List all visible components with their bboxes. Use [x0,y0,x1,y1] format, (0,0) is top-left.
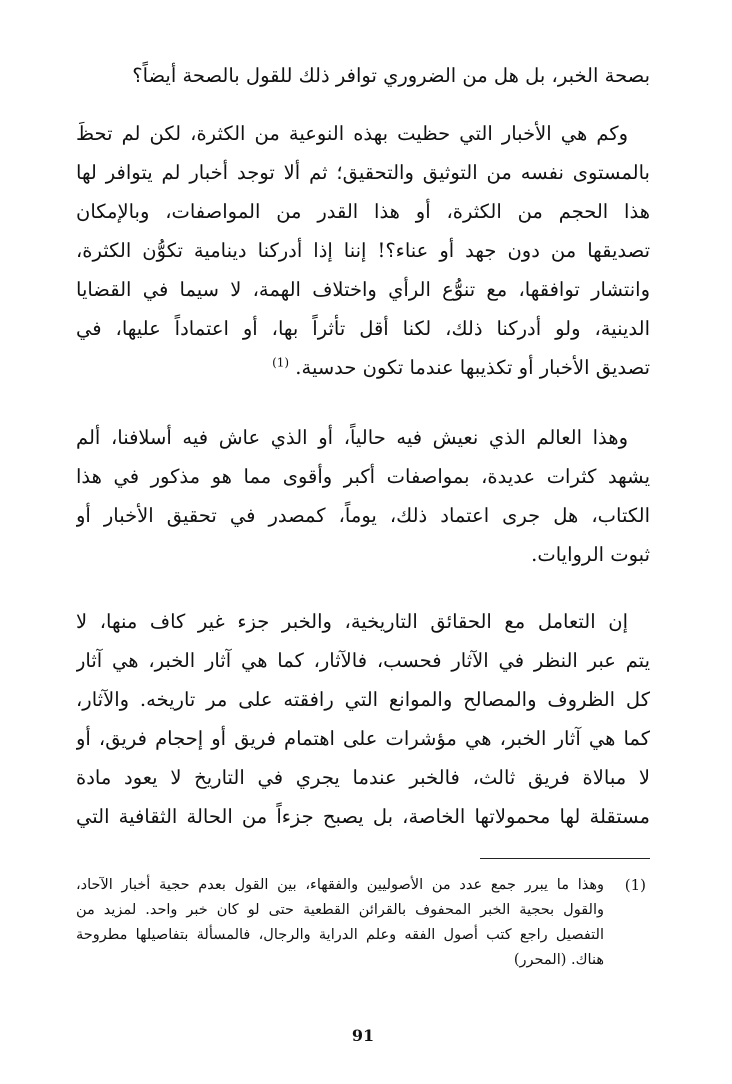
text-line: وهذا العالم الذي نعيش فيه حالياً، أو الذي عاش فيه أسلافنا، ألم [76,426,628,449]
text-line: وكم هي الأخبار التي حظيت بهذه النوعية من الكثرة، لكن لم تحظَ [76,122,628,145]
page-number: 91 [351,1026,375,1045]
text-line: كما هي آثار الخبر، هي مؤشرات على اهتمام فريق أو إحجام فريق، أو [76,727,650,750]
footnote-line: وهذا ما يبرر جمع عدد من الأصوليين والفقهاء، بين القول بعدم حجية أخبار الآحاد، [76,877,604,893]
text-line: لا مبالاة فريق ثالث، فالخبر عندما يجري في التاريخ لا يعود مادة [76,766,650,789]
text-line: وانتشار توافقها، مع تنوُّع الرأي واختلاف الهمة، لا سيما في القضايا [76,278,650,301]
text-line: يتم عبر النظر في الآثار فحسب، فالآثار، كما هي آثار الخبر، هي آثار [76,649,650,672]
text-line: تصديق الأخبار أو تكذيبها عندما تكون حدسية. [295,356,650,379]
text-line: بصحة الخبر، بل هل من الضروري توافر ذلك للقول بالصحة أيضاً؟ [132,64,650,87]
footnote-line: والقول بحجية الخبر المحفوف بالقرائن القطعية حتى لو كان خبر واحد. لمزيد من [76,902,604,918]
text-line-with-reference [76,348,650,387]
text-line: مستقلة لها محمولاتها الخاصة، بل يصبح جزءاً من الحالة الثقافية التي [76,805,650,828]
text-line: هذا الحجم من الكثرة، أو هذا القدر من المواصفات، وبالإمكان [76,200,650,223]
text-line: كل الظروف والمصالح والموانع التي رافقته على مر تاريخه. والآثار، [76,688,650,711]
text-line: ثبوت الروايات. [531,543,650,566]
paragraph-3 [76,418,650,574]
paragraph-4 [76,602,650,836]
footnote-line: التفصيل راجع كتب أصول الفقه وعلم الدراية والرجال، فالمسألة بتفاصيلها مطروحة [76,927,604,943]
book-page [76,0,650,1084]
footnote-reference[interactable]: (1) [272,355,290,370]
text-line: تصديقها من دون جهد أو عناء؟! إننا إذا أدركنا دينامية تكوُّن الكثرة، [76,239,650,262]
paragraph-2 [76,114,650,387]
footnote-marker: (1) [624,876,646,894]
footnote-line: هناك. (المحرر) [513,952,604,968]
paragraph-1 [76,56,650,95]
footnote-separator [480,858,650,859]
text-line: الكتاب، هل جرى اعتماد ذلك، يوماً، كمصدر في تحقيق الأخبار أو [76,504,650,527]
text-line: يشهد كثرات عديدة، بمواصفات أكبر وأقوى مما هو مذكور في هذا [76,465,650,488]
text-line: الدينية، ولو أدركنا ذلك، لكنا أقل تأثراً بها، أو اعتماداً عليها، في [76,317,650,340]
text-line: بالمستوى نفسه من التوثيق والتحقيق؛ ثم ألا توجد أخبار لم يتوافر لها [76,161,650,184]
footnote-text [76,873,604,973]
text-line: إن التعامل مع الحقائق التاريخية، والخبر جزء غير كاف منها، لا [76,610,628,633]
